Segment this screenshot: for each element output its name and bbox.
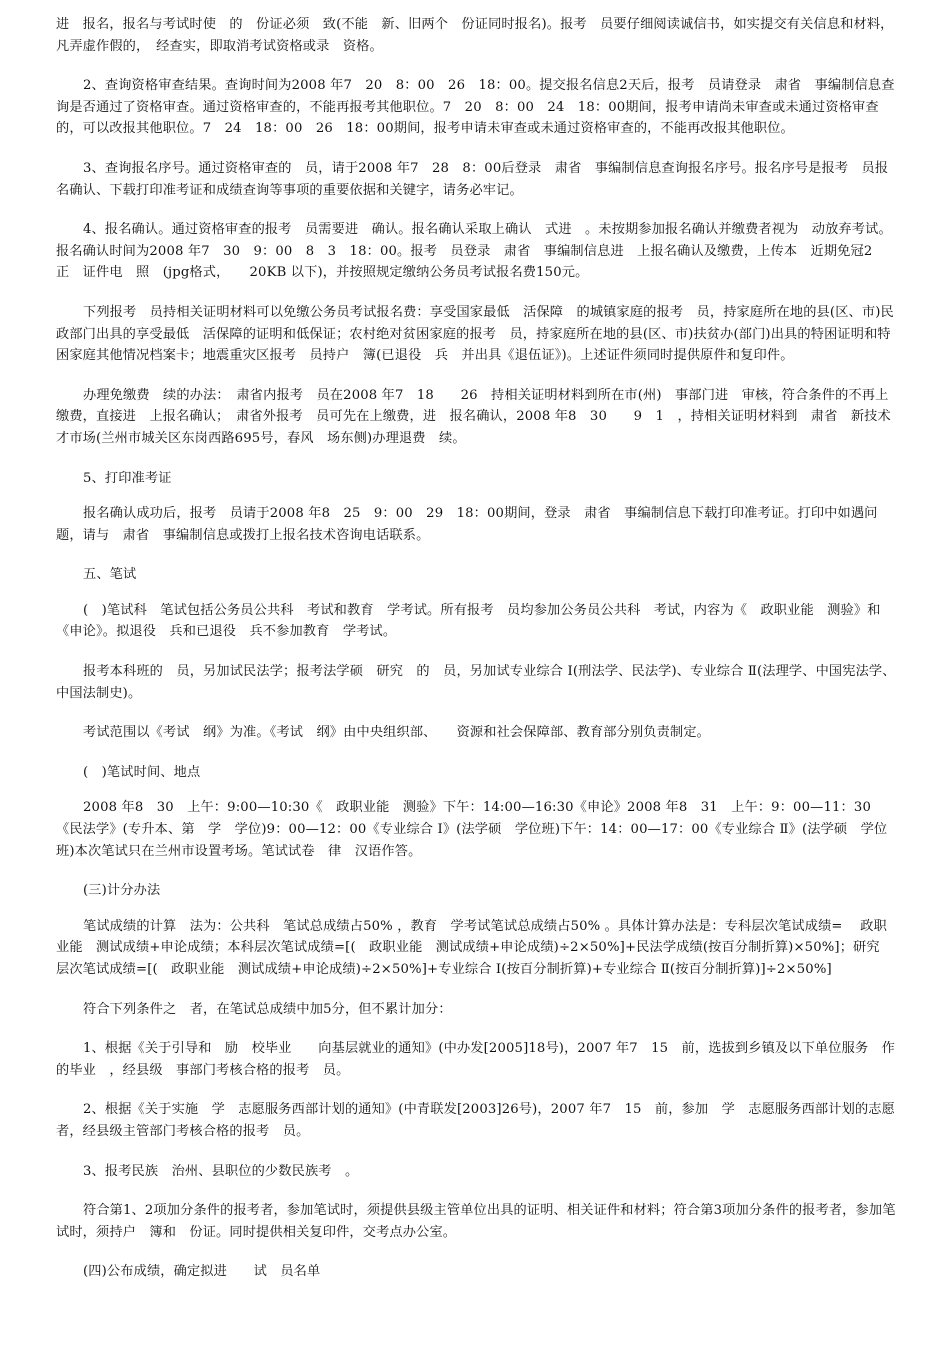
heading-publish-results: (四)公布成绩，确定拟进 试 员名单 bbox=[83, 1264, 321, 1280]
paragraph-confirmation: 4、报名确认。通过资格审查的报考 员需要进 确认。报名确认采取上确认 式进 。未按期参加报名确认并缴费者视为 动放弃考试。报名确认时间为2008 年7 30 9：00 8 3 18：00。报考 员登录 肃省 事编制信息进 上报名确认及缴费，上传本 近期免冠2 正 证件电 照 (jpg格式， 20KB 以下)，并按照规定缴纳公务员考试报名费150元。 bbox=[56, 222, 892, 281]
paragraph-exemption-procedure: 办理免缴费 续的办法： 肃省内报考 员在2008 年7 18 26 持相关证明材料到所在市(州) 事部门进 审核，符合条件的不再上缴费，直接进 上报名确认； 肃省外报考 员可先在上缴费，进 报名确认，2008 年8 30 9 1 ，持相关证明材料到 肃省 新技术 才市场(兰州市城关区东岗西路695号，春风 场东侧)办理退费 续。 bbox=[56, 387, 905, 446]
paragraph-serial-number: 3、查询报名序号。通过资格审查的 员，请于2008 年7 28 8：00后登录 肃省 事编制信息查询报名序号。报名序号是报考 员报名确认、下载打印准考证和成绩查询等事项的重要依据和关键字，请务必牢记。 bbox=[56, 160, 889, 198]
paragraph-bonus-3: 3、报考民族 治州、县职位的少数民族考 。 bbox=[83, 1163, 359, 1179]
paragraph-fee-exemption: 下列报考 员持相关证明材料可以免缴公务员考试报名费：享受国家最低 活保障 的城镇家庭的报考 员，持家庭所在地的县(区、市)民政部门出具的享受最低 活保障的证明和低保证；农村绝对贫困家庭的报考 员，持家庭所在地的县(区、市)扶贫办(部门)出具的特困证明和特困家庭其他情况档案卡；地震重灾区报考 员持户 簿(已退役 兵 并出具《退伍证》)。上述证件须同时提供原件和复印件。 bbox=[56, 304, 894, 364]
heading-exam-time-place: ( )笔试时间、地点 bbox=[83, 764, 201, 780]
paragraph-bonus-proof: 符合第1、2项加分条件的报考者，参加笔试时，须提供县级主管单位出具的证明、相关证件和材料；符合第3项加分条件的报考者，参加笔试时，须持户 簿和 份证。同时提供相关复印件，交考点办公室。 bbox=[56, 1203, 896, 1240]
paragraph-exam-subjects: ( )笔试科 笔试包括公务员公共科 考试和教育 学考试。所有报考 员均参加公务员公共科 考试，内容为《 政职业能 测验》和《申论》。拟退役 兵和已退役 兵不参加教育 学考试。 bbox=[56, 602, 881, 640]
heading-written-exam: 五、笔试 bbox=[83, 567, 137, 583]
paragraph-exam-schedule: 2008 年8 30 上午：9:00—10:30《 政职业能 测验》下午：14:00—16:30《申论》2008 年8 31 上午：9：00—11：30《民法学》(专升本、第 学 学位)9：00—12：00《专业综合 Ⅰ》(法学硕 学位班)下午：14：00—17：00《专业综合 Ⅱ》(法学硕 学位班)本次笔试只在兰州市设置考场。笔试试卷 律 汉语作答。 bbox=[56, 800, 888, 859]
paragraph-bonus-1: 1、根据《关于引导和 励 校毕业 向基层就业的通知》(中办发[2005]18号)，2007 年7 15 前，选拔到乡镇及以下单位服务 作的毕业 ，经县级 事部门考核合格的报考 员。 bbox=[56, 1041, 895, 1078]
paragraph-registration-note: 进 报名，报名与考试时使 的 份证必须 致(不能 新、旧两个 份证同时报名)。报考 员要仔细阅读诚信书，如实提交有关信息和材料，凡弄虚作假的， 经查实，即取消考试资格或录 资格。 bbox=[56, 17, 894, 54]
heading-scoring: (三)计分办法 bbox=[83, 883, 161, 899]
paragraph-scoring-method: 笔试成绩的计算 法为：公共科 笔试总成绩占50% ，教育 学考试笔试总成绩占50% 。具体计算办法是：专科层次笔试成绩= 政职业能 测试成绩+申论成绩；本科层次笔试成绩=[( 政职业能 测试成绩+申论成绩)÷2×50%]+民法学成绩(按百分制折算)×50%]；研究 层次笔试成绩=[( 政职业能 测试成绩+申论成绩)÷2×50%]+专业综合 Ⅰ(按百分制折算)+专业综合 Ⅱ(按百分制折算)]÷2×50%] bbox=[56, 918, 894, 977]
paragraph-bonus-2: 2、根据《关于实施 学 志愿服务西部计划的通知》(中青联发[2003]26号)，2007 年7 15 前，参加 学 志愿服务西部计划的志愿者，经县级主管部门考核合格的报考 员。 bbox=[56, 1102, 895, 1139]
paragraph-review-query: 2、查询资格审查结果。查询时间为2008 年7 20 8：00 26 18：00。提交报名信息2天后，报考 员请登录 肃省 事编制信息查询是否通过了资格审查。通过资格审查的，不能再报考其他职位。7 20 8：00 24 18：00期间，报考申请尚未审查或未通过资格审查的，可以改报其他职位。7 24 18：00 26 18：00期间，报考申请未审查或未通过资格审查的，不能再改报其他职位。 bbox=[56, 78, 895, 137]
paragraph-extra-subjects: 报考本科班的 员，另加试民法学；报考法学硕 研究 的 员，另加试专业综合 Ⅰ(刑法学、民法学)、专业综合 Ⅱ(法理学、中国宪法学、中国法制史)。 bbox=[56, 664, 896, 701]
paragraph-print-admission: 报名确认成功后，报考 员请于2008 年8 25 9：00 29 18：00期间，登录 肃省 事编制信息下载打印准考证。打印中如遇问题，请与 肃省 事编制信息或拨打上报名技术咨询电话联系。 bbox=[56, 506, 878, 543]
paragraph-bonus-conditions: 符合下列条件之 者，在笔试总成绩中加5分，但不累计加分： bbox=[83, 1001, 452, 1017]
heading-print-admission: 5、打印准考证 bbox=[83, 470, 172, 486]
paragraph-exam-scope: 考试范围以《考试 纲》为准。《考试 纲》由中央组织部、 资源和社会保障部、教育部分别负责制定。 bbox=[83, 725, 710, 741]
